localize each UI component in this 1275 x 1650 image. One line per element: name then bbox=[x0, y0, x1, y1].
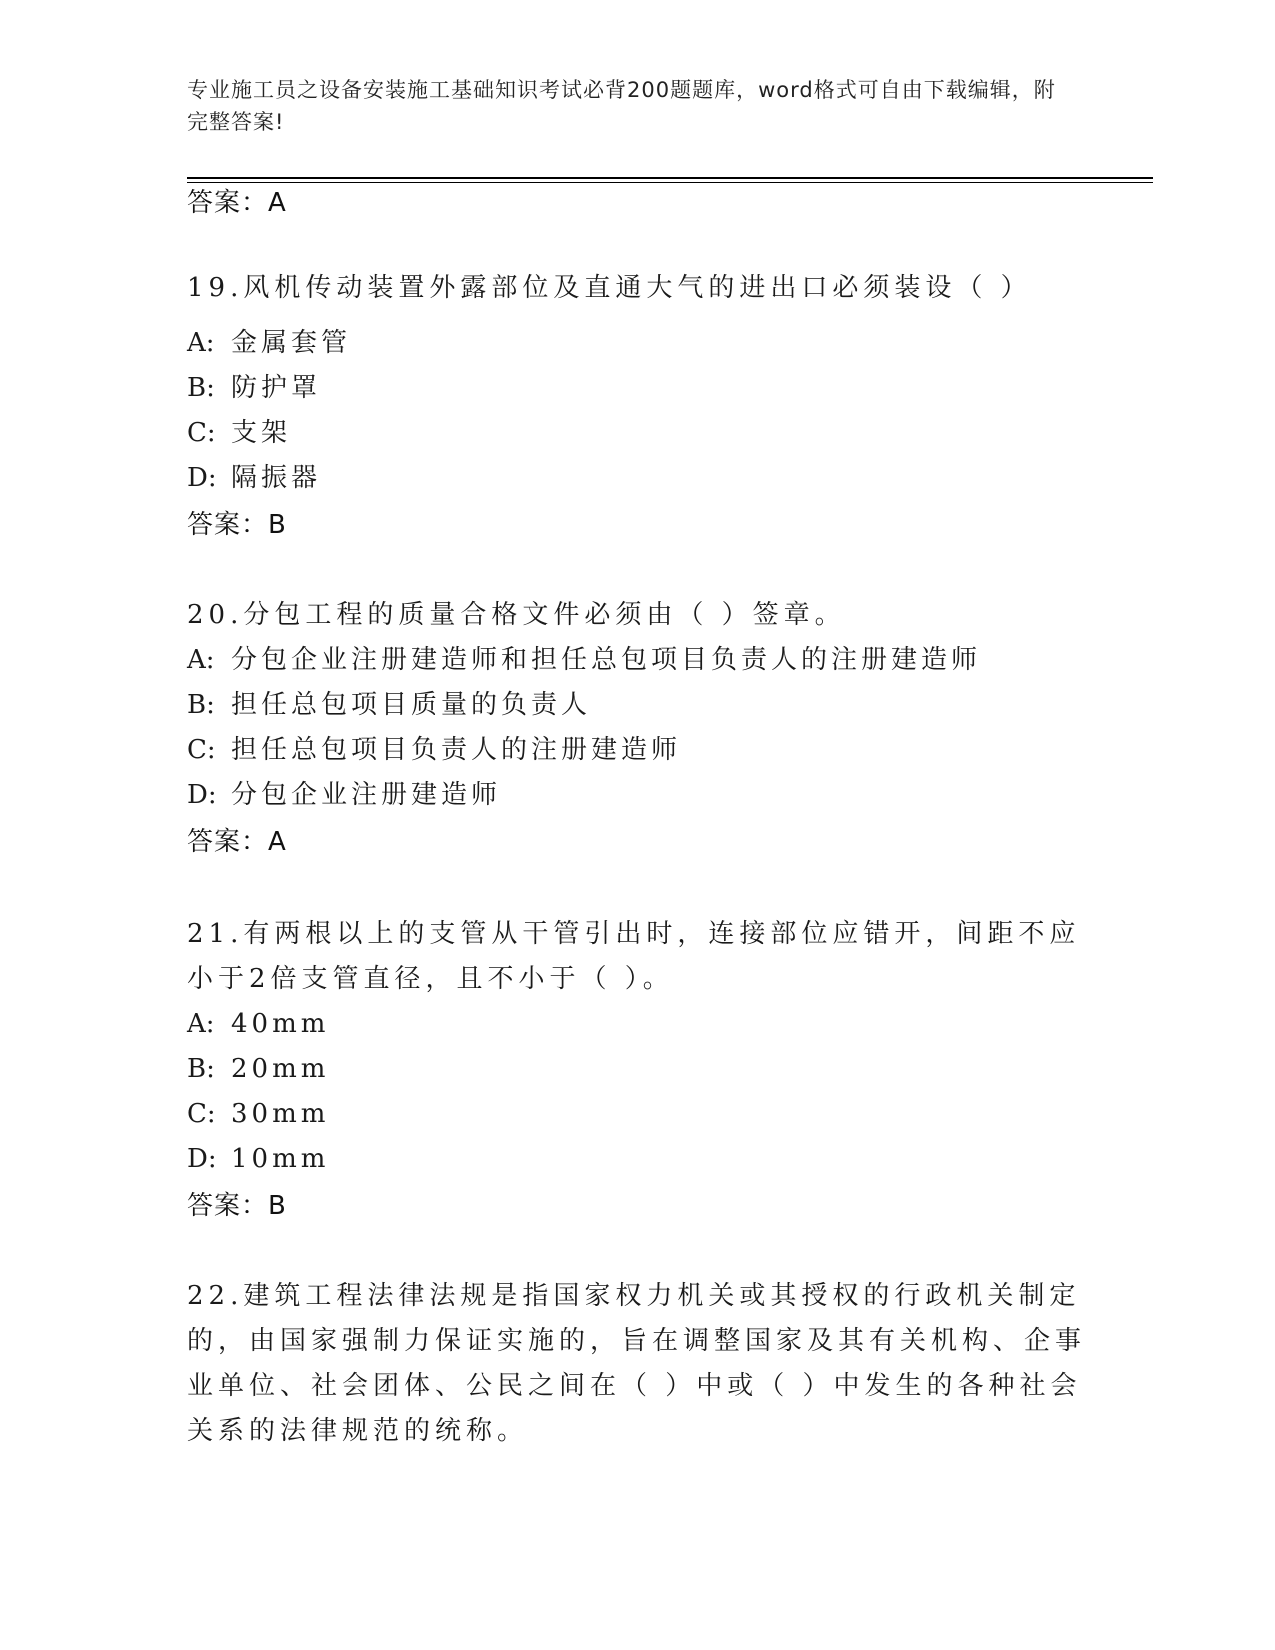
option-key: D: bbox=[187, 1144, 217, 1174]
option-text: 分包企业注册建造师和担任总包项目负责人的注册建造师 bbox=[231, 645, 982, 675]
header-rule-thin bbox=[187, 182, 1153, 183]
option-text: 隔振器 bbox=[231, 463, 322, 493]
option-key: C: bbox=[187, 1099, 216, 1129]
option-key: C: bbox=[187, 418, 216, 448]
question-21-option-a bbox=[187, 1007, 329, 1041]
answer-19: 答案：B bbox=[187, 510, 287, 540]
option-key: B: bbox=[187, 1054, 215, 1084]
option-text: 分包企业注册建造师 bbox=[231, 780, 502, 810]
question-19-option-a bbox=[187, 326, 351, 360]
option-text: 担任总包项目质量的负责人 bbox=[231, 690, 592, 720]
question-20-option-c bbox=[187, 733, 681, 767]
question-22: 22.建筑工程法律法规是指国家权力机关或其授权的行政机关制定的，由国家强制力保证实施的，旨在调整国家及其有关机构、企事业单位、社会团体、公民之间在（ ）中或（ ）中发生的各种社会关系的法律规范的统称。 bbox=[187, 1281, 1087, 1446]
option-key: C: bbox=[187, 735, 216, 765]
option-text: 30mm bbox=[231, 1099, 330, 1129]
question-21-option-d bbox=[187, 1142, 329, 1176]
answer-20: 答案：A bbox=[187, 827, 287, 857]
option-key: B: bbox=[187, 373, 215, 403]
question-19-option-b bbox=[187, 371, 321, 405]
question-20-option-d bbox=[187, 778, 501, 812]
answer-21: 答案：B bbox=[187, 1191, 287, 1221]
option-key: B: bbox=[187, 690, 215, 720]
question-21-option-b bbox=[187, 1052, 329, 1086]
option-key: D: bbox=[187, 780, 217, 810]
answer-18: 答案：A bbox=[187, 188, 287, 218]
page-header-title: 专业施工员之设备安装施工基础知识考试必背200题题库，word格式可自由下载编辑，附完整答案! bbox=[187, 78, 1056, 134]
header-rule-thick bbox=[187, 177, 1153, 179]
option-text: 40mm bbox=[231, 1009, 330, 1039]
option-text: 担任总包项目负责人的注册建造师 bbox=[231, 735, 682, 765]
option-key: A: bbox=[187, 645, 215, 675]
question-19-option-d bbox=[187, 461, 321, 495]
question-21: 21.有两根以上的支管从干管引出时，连接部位应错开，间距不应小于2倍支管直径，且不小于（ ）。 bbox=[187, 919, 1081, 994]
question-20: 20.分包工程的质量合格文件必须由（ ）签章。 bbox=[187, 600, 846, 630]
question-20-option-a bbox=[187, 643, 981, 677]
option-text: 10mm bbox=[231, 1144, 330, 1174]
option-key: A: bbox=[187, 1009, 215, 1039]
option-text: 防护罩 bbox=[231, 373, 322, 403]
option-text: 金属套管 bbox=[231, 328, 352, 358]
option-text: 20mm bbox=[231, 1054, 330, 1084]
question-21-option-c bbox=[187, 1097, 329, 1131]
question-20-option-b bbox=[187, 688, 591, 722]
question-19: 19.风机传动装置外露部位及直通大气的进出口必须装设（ ） bbox=[187, 273, 1032, 303]
question-19-option-c bbox=[187, 416, 291, 450]
option-key: D: bbox=[187, 463, 217, 493]
option-text: 支架 bbox=[231, 418, 292, 448]
option-key: A: bbox=[187, 328, 215, 358]
